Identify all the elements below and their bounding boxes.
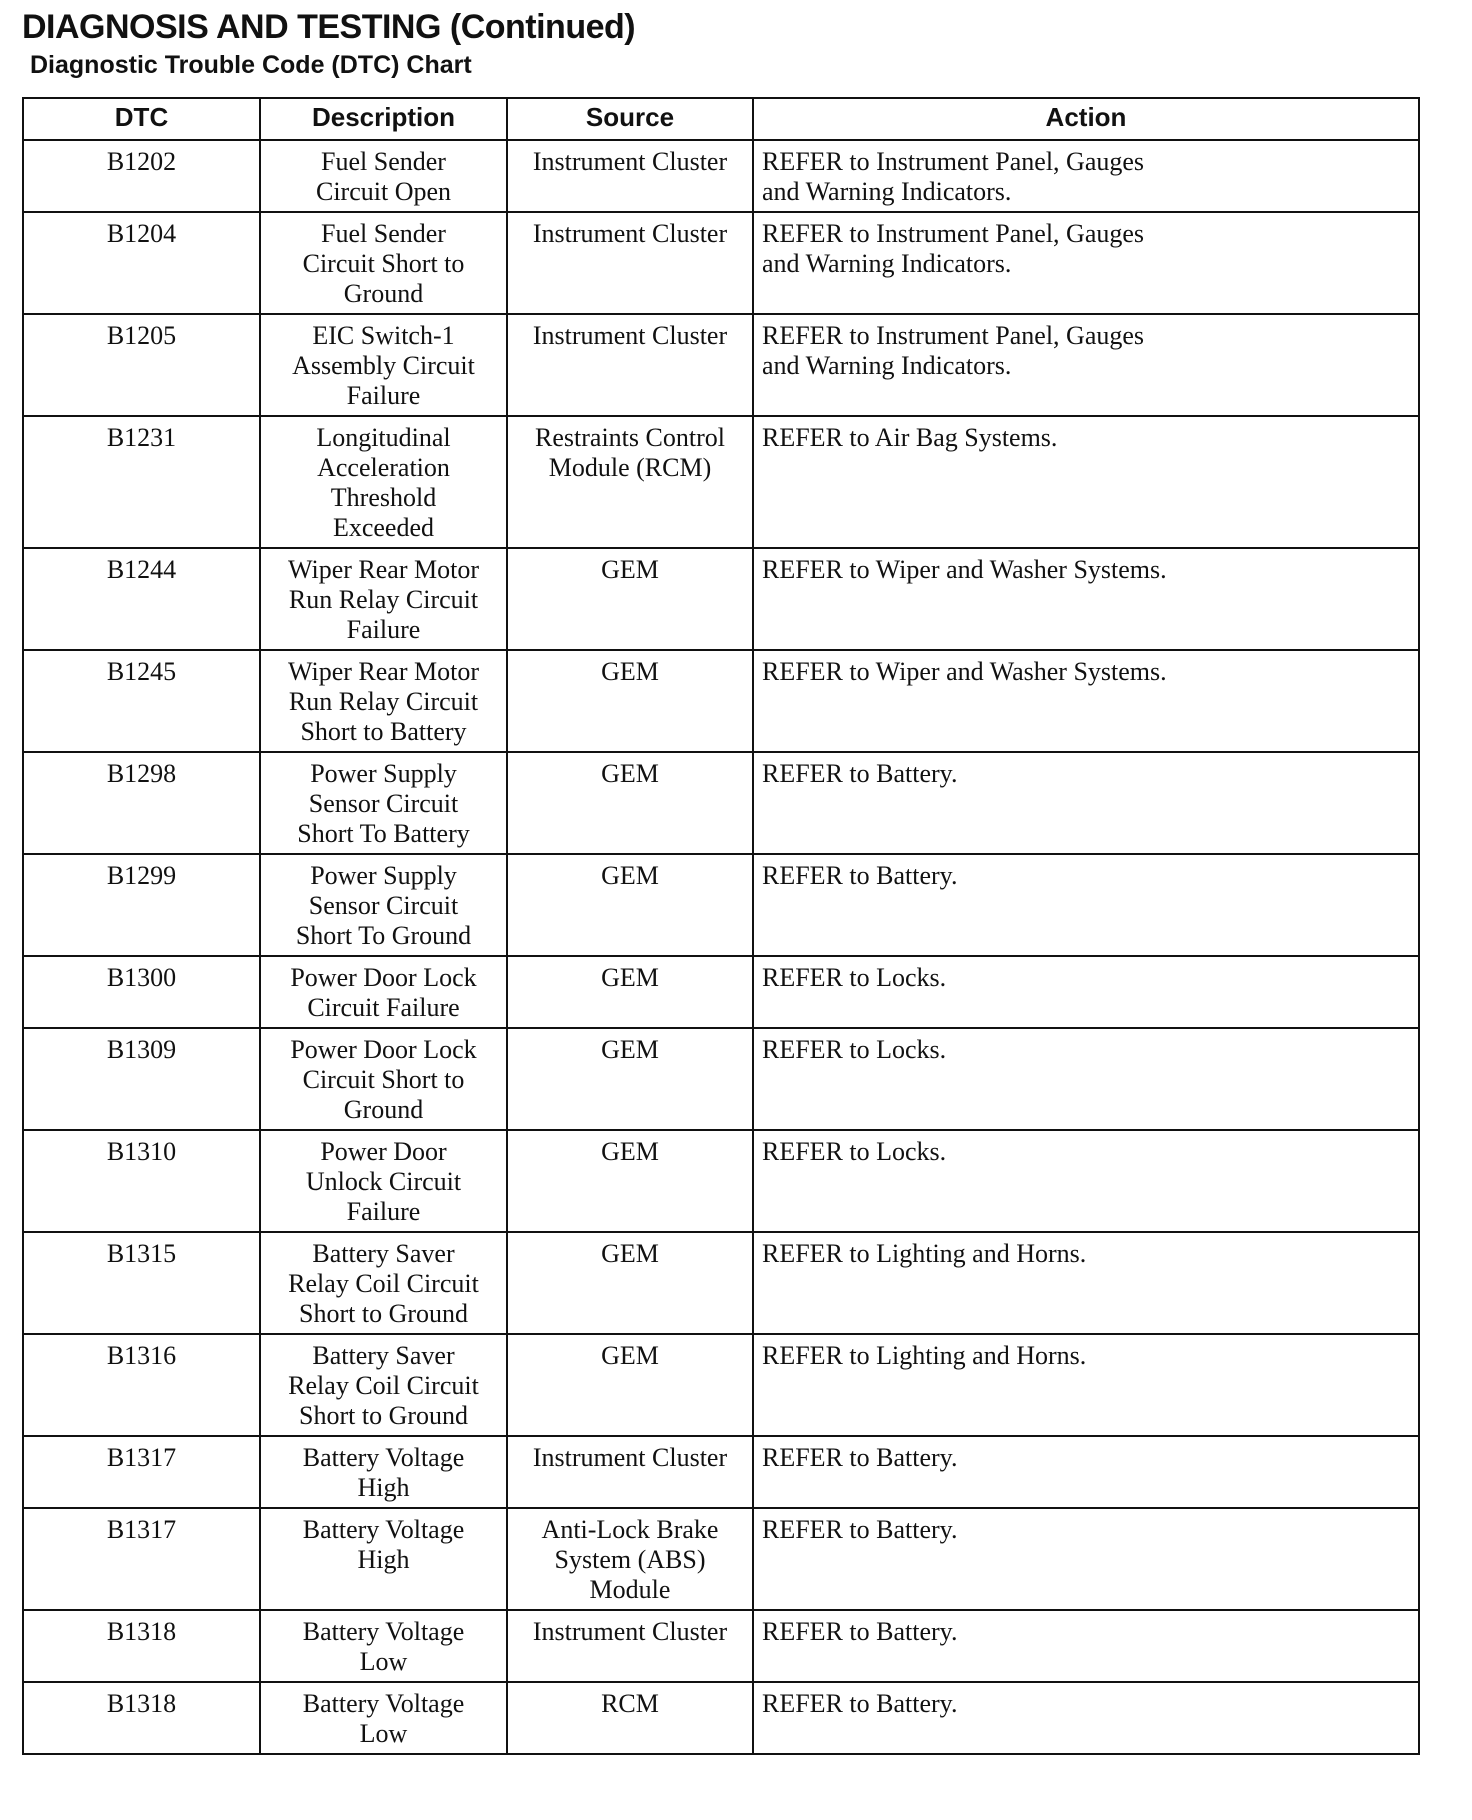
cell-description-line: Fuel Sender: [321, 219, 446, 248]
cell-dtc: B1231: [23, 416, 260, 548]
table-row: [23, 1130, 1419, 1232]
cell-description: [260, 1610, 507, 1682]
table-row: [23, 956, 1419, 1028]
cell-description-line: Short to Ground: [299, 1299, 468, 1328]
cell-action: [753, 416, 1419, 548]
cell-source-line: Instrument Cluster: [532, 321, 728, 350]
cell-description-line: Run Relay Circuit: [288, 585, 479, 614]
table-row: [23, 1508, 1419, 1610]
cell-source-line: Module (RCM): [548, 453, 712, 482]
cell-dtc: B1310: [23, 1130, 260, 1232]
cell-source-line: GEM: [601, 657, 659, 686]
cell-description: [260, 314, 507, 416]
cell-action-line: and Warning Indicators.: [762, 351, 1012, 380]
cell-source: [507, 1508, 753, 1610]
cell-description-line: Power Door Lock: [290, 963, 477, 992]
cell-source-line: GEM: [601, 1137, 659, 1166]
table-row: [23, 1436, 1419, 1508]
cell-source-line: GEM: [601, 759, 659, 788]
cell-description-line: Acceleration: [317, 453, 450, 482]
cell-description-line: Wiper Rear Motor: [287, 657, 479, 686]
cell-description-line: Failure: [346, 615, 421, 644]
cell-source-line: GEM: [601, 1341, 659, 1370]
cell-description: [260, 548, 507, 650]
cell-source: [507, 140, 753, 212]
cell-source-line: Instrument Cluster: [532, 219, 728, 248]
cell-description: [260, 416, 507, 548]
cell-source-line: Anti-Lock Brake: [541, 1515, 719, 1544]
table-row: [23, 854, 1419, 956]
cell-dtc: B1317: [23, 1436, 260, 1508]
cell-description: [260, 752, 507, 854]
cell-description-line: Relay Coil Circuit: [288, 1269, 479, 1298]
cell-action: [753, 1232, 1419, 1334]
cell-source-line: Instrument Cluster: [532, 1617, 728, 1646]
cell-description-line: Longitudinal: [316, 423, 451, 452]
cell-description: [260, 650, 507, 752]
cell-action: [753, 854, 1419, 956]
cell-description-line: Failure: [346, 381, 421, 410]
cell-action: [753, 1436, 1419, 1508]
cell-dtc: B1204: [23, 212, 260, 314]
cell-source-line: System (ABS): [554, 1545, 706, 1574]
table-row: [23, 1682, 1419, 1754]
cell-action: [753, 752, 1419, 854]
cell-dtc: B1245: [23, 650, 260, 752]
cell-source: [507, 956, 753, 1028]
column-header-source: Source: [507, 98, 753, 140]
cell-action-line: and Warning Indicators.: [762, 177, 1012, 206]
table-row: [23, 416, 1419, 548]
cell-description-line: High: [357, 1545, 410, 1574]
cell-action-line: REFER to Lighting and Horns.: [762, 1239, 1087, 1268]
cell-description-line: Circuit Short to: [302, 1065, 465, 1094]
cell-description: [260, 1334, 507, 1436]
cell-dtc: B1298: [23, 752, 260, 854]
cell-description-line: EIC Switch-1: [312, 321, 455, 350]
cell-description-line: Circuit Failure: [307, 993, 460, 1022]
table-row: [23, 212, 1419, 314]
table-row: [23, 314, 1419, 416]
table-row: [23, 140, 1419, 212]
cell-description-line: Low: [359, 1647, 408, 1676]
cell-description-line: High: [357, 1473, 410, 1502]
cell-action: [753, 1682, 1419, 1754]
cell-source: [507, 1436, 753, 1508]
cell-action-line: and Warning Indicators.: [762, 249, 1012, 278]
cell-action: [753, 1508, 1419, 1610]
cell-dtc: B1299: [23, 854, 260, 956]
cell-description-line: Power Supply: [310, 861, 457, 890]
cell-description: [260, 212, 507, 314]
cell-source: [507, 1610, 753, 1682]
cell-dtc: B1315: [23, 1232, 260, 1334]
cell-dtc: B1244: [23, 548, 260, 650]
cell-dtc: B1309: [23, 1028, 260, 1130]
cell-action-line: REFER to Instrument Panel, Gauges: [762, 147, 1145, 176]
cell-source: [507, 1130, 753, 1232]
cell-action-line: REFER to Lighting and Horns.: [762, 1341, 1087, 1370]
cell-action: [753, 1610, 1419, 1682]
cell-description-line: Battery Voltage: [302, 1689, 465, 1718]
cell-source: [507, 314, 753, 416]
table-row: [23, 1232, 1419, 1334]
cell-description-line: Ground: [343, 279, 424, 308]
cell-description-line: Low: [359, 1719, 408, 1748]
cell-description-line: Threshold: [330, 483, 437, 512]
cell-description-line: Circuit Open: [315, 177, 452, 206]
cell-action-line: REFER to Instrument Panel, Gauges: [762, 321, 1145, 350]
table-row: [23, 1610, 1419, 1682]
cell-action: [753, 548, 1419, 650]
cell-description: [260, 1508, 507, 1610]
cell-source: [507, 1232, 753, 1334]
cell-description-line: Short To Battery: [297, 819, 470, 848]
cell-description: [260, 1682, 507, 1754]
cell-source: [507, 548, 753, 650]
cell-source-line: Instrument Cluster: [532, 147, 728, 176]
cell-action-line: REFER to Wiper and Washer Systems.: [762, 555, 1167, 584]
cell-description-line: Assembly Circuit: [292, 351, 475, 380]
cell-description-line: Ground: [343, 1095, 424, 1124]
cell-action: [753, 1028, 1419, 1130]
cell-dtc: B1205: [23, 314, 260, 416]
table-row: [23, 548, 1419, 650]
cell-description-line: Unlock Circuit: [305, 1167, 462, 1196]
cell-description-line: Relay Coil Circuit: [288, 1371, 479, 1400]
cell-source: [507, 1028, 753, 1130]
table-body: [23, 140, 1419, 1754]
cell-source-line: Instrument Cluster: [532, 1443, 728, 1472]
cell-description: [260, 1232, 507, 1334]
cell-action: [753, 140, 1419, 212]
cell-action-line: REFER to Instrument Panel, Gauges: [762, 219, 1145, 248]
cell-description-line: Short to Battery: [300, 717, 467, 746]
cell-source: [507, 416, 753, 548]
cell-source: [507, 212, 753, 314]
cell-source: [507, 1682, 753, 1754]
cell-description-line: Battery Saver: [312, 1341, 455, 1370]
cell-action-line: REFER to Locks.: [762, 1035, 947, 1064]
cell-source-line: GEM: [601, 963, 659, 992]
cell-description-line: Sensor Circuit: [308, 891, 459, 920]
cell-action: [753, 1130, 1419, 1232]
cell-description-line: Battery Voltage: [302, 1515, 465, 1544]
cell-description: [260, 956, 507, 1028]
column-header-description: Description: [260, 98, 507, 140]
cell-source-line: Restraints Control: [535, 423, 725, 452]
cell-description-line: Run Relay Circuit: [288, 687, 479, 716]
cell-description-line: Wiper Rear Motor: [287, 555, 479, 584]
cell-action: [753, 956, 1419, 1028]
cell-source-line: GEM: [601, 861, 659, 890]
cell-action: [753, 314, 1419, 416]
cell-description: [260, 1130, 507, 1232]
section-title: DIAGNOSIS AND TESTING (Continued): [22, 8, 636, 46]
cell-dtc: B1202: [23, 140, 260, 212]
dtc-chart-table: [22, 97, 1420, 1755]
cell-source-line: RCM: [601, 1689, 659, 1718]
cell-action-line: REFER to Air Bag Systems.: [762, 423, 1058, 452]
cell-description: [260, 854, 507, 956]
cell-source-line: Module: [589, 1575, 671, 1604]
cell-description: [260, 140, 507, 212]
column-header-action: Action: [753, 98, 1419, 140]
table-row: [23, 1334, 1419, 1436]
cell-action: [753, 650, 1419, 752]
cell-action-line: REFER to Locks.: [762, 963, 947, 992]
cell-action-line: REFER to Battery.: [762, 1443, 958, 1472]
cell-description-line: Battery Voltage: [302, 1443, 465, 1472]
table-row: [23, 1028, 1419, 1130]
cell-dtc: B1318: [23, 1610, 260, 1682]
cell-action-line: REFER to Wiper and Washer Systems.: [762, 657, 1167, 686]
cell-description: [260, 1436, 507, 1508]
table-row: [23, 650, 1419, 752]
cell-dtc: B1300: [23, 956, 260, 1028]
cell-action: [753, 1334, 1419, 1436]
chart-title: Diagnostic Trouble Code (DTC) Chart: [30, 51, 472, 79]
cell-description-line: Fuel Sender: [321, 147, 446, 176]
cell-action-line: REFER to Locks.: [762, 1137, 947, 1166]
cell-description-line: Battery Saver: [312, 1239, 455, 1268]
cell-description-line: Short to Ground: [299, 1401, 468, 1430]
cell-source: [507, 1334, 753, 1436]
cell-description-line: Power Supply: [310, 759, 457, 788]
table-header-row: [23, 98, 1419, 140]
cell-source: [507, 752, 753, 854]
cell-action-line: REFER to Battery.: [762, 1515, 958, 1544]
cell-source-line: GEM: [601, 1035, 659, 1064]
cell-action-line: REFER to Battery.: [762, 1689, 958, 1718]
cell-source-line: GEM: [601, 1239, 659, 1268]
cell-dtc: B1316: [23, 1334, 260, 1436]
cell-source: [507, 650, 753, 752]
cell-source: [507, 854, 753, 956]
cell-description-line: Battery Voltage: [302, 1617, 465, 1646]
column-header-dtc: DTC: [23, 98, 260, 140]
cell-description-line: Power Door: [320, 1137, 447, 1166]
cell-description: [260, 1028, 507, 1130]
cell-action-line: REFER to Battery.: [762, 861, 958, 890]
cell-description-line: Circuit Short to: [302, 249, 465, 278]
cell-description-line: Power Door Lock: [290, 1035, 477, 1064]
cell-description-line: Sensor Circuit: [308, 789, 459, 818]
cell-action: [753, 212, 1419, 314]
cell-dtc: B1318: [23, 1682, 260, 1754]
cell-dtc: B1317: [23, 1508, 260, 1610]
cell-source-line: GEM: [601, 555, 659, 584]
cell-description-line: Short To Ground: [295, 921, 472, 950]
cell-action-line: REFER to Battery.: [762, 759, 958, 788]
cell-action-line: REFER to Battery.: [762, 1617, 958, 1646]
table-row: [23, 752, 1419, 854]
cell-description-line: Failure: [346, 1197, 421, 1226]
cell-description-line: Exceeded: [332, 513, 435, 542]
